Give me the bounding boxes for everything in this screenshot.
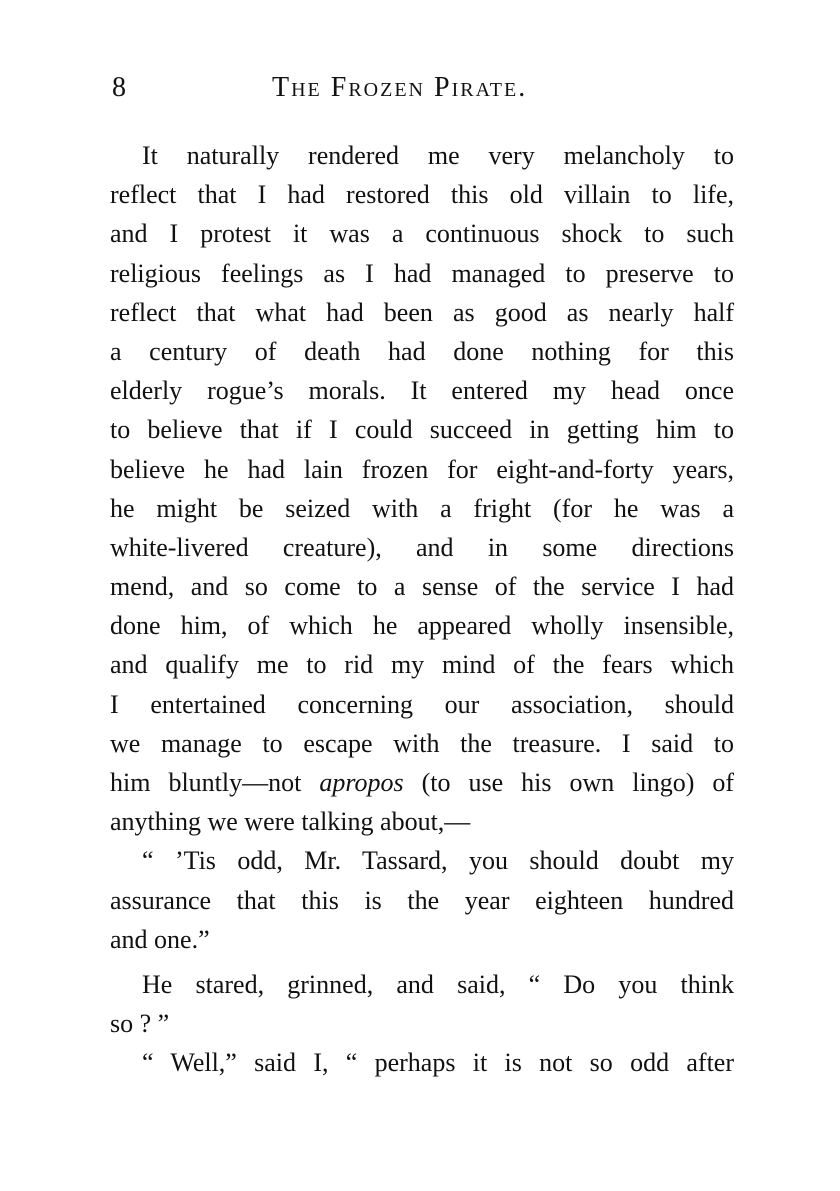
text-line: a century of death had done nothing for this xyxy=(110,336,734,366)
text-line: He stared, grinned, and said, “ Do you think xyxy=(142,969,734,999)
paragraph-4 xyxy=(110,1043,734,1082)
text-line: reflect that I had restored this old villain to life, xyxy=(110,180,734,210)
text-segment: (to use his own lingo) of xyxy=(403,768,735,797)
text-line: and qualify me to rid my mind of the fears which xyxy=(110,650,734,680)
text-line: I entertained concerning our association, should xyxy=(110,689,734,719)
italic-word: apropos xyxy=(319,768,404,797)
text-line: so ? ” xyxy=(110,1009,170,1039)
page-header xyxy=(112,72,734,116)
text-line: elderly rogue’s morals. It entered my head once xyxy=(110,376,734,406)
text-segment: him bluntly—not xyxy=(110,768,320,797)
paragraph-1 xyxy=(110,136,734,841)
text-line: “ Well,” said I, “ perhaps it is not so odd after xyxy=(142,1048,734,1078)
text-line: and I protest it was a continuous shock to such xyxy=(110,219,734,249)
paragraph-3 xyxy=(110,965,734,1043)
text-line: reflect that what had been as good as nearly half xyxy=(110,297,734,327)
text-line: believe he had lain frozen for eight-and-forty years, xyxy=(110,454,734,484)
text-line: assurance that this is the year eighteen hundred xyxy=(110,885,734,915)
paragraph-2 xyxy=(110,841,734,959)
text-line: to believe that if I could succeed in getting him to xyxy=(110,415,734,445)
text-line: he might be seized with a fright (for he was a xyxy=(110,493,734,523)
text-line: white-livered creature), and in some directions xyxy=(110,532,734,562)
text-line-with-italic xyxy=(110,763,734,802)
text-line: and one.” xyxy=(110,924,210,954)
text-line: It naturally rendered me very melancholy to xyxy=(142,141,734,170)
text-line: we manage to escape with the treasure. I said to xyxy=(110,728,734,758)
running-title: The Frozen Pirate. xyxy=(272,72,528,103)
text-line: mend, and so come to a sense of the service I had xyxy=(110,572,734,602)
page-number: 8 xyxy=(112,72,127,103)
text-line: religious feelings as I had managed to preserve to xyxy=(110,258,734,288)
text-line: anything we were talking about,— xyxy=(110,807,471,837)
text-line: “ ’Tis odd, Mr. Tassard, you should doubt my xyxy=(142,846,734,876)
page-body xyxy=(110,136,734,1083)
text-line: done him, of which he appeared wholly insensible, xyxy=(110,611,734,641)
